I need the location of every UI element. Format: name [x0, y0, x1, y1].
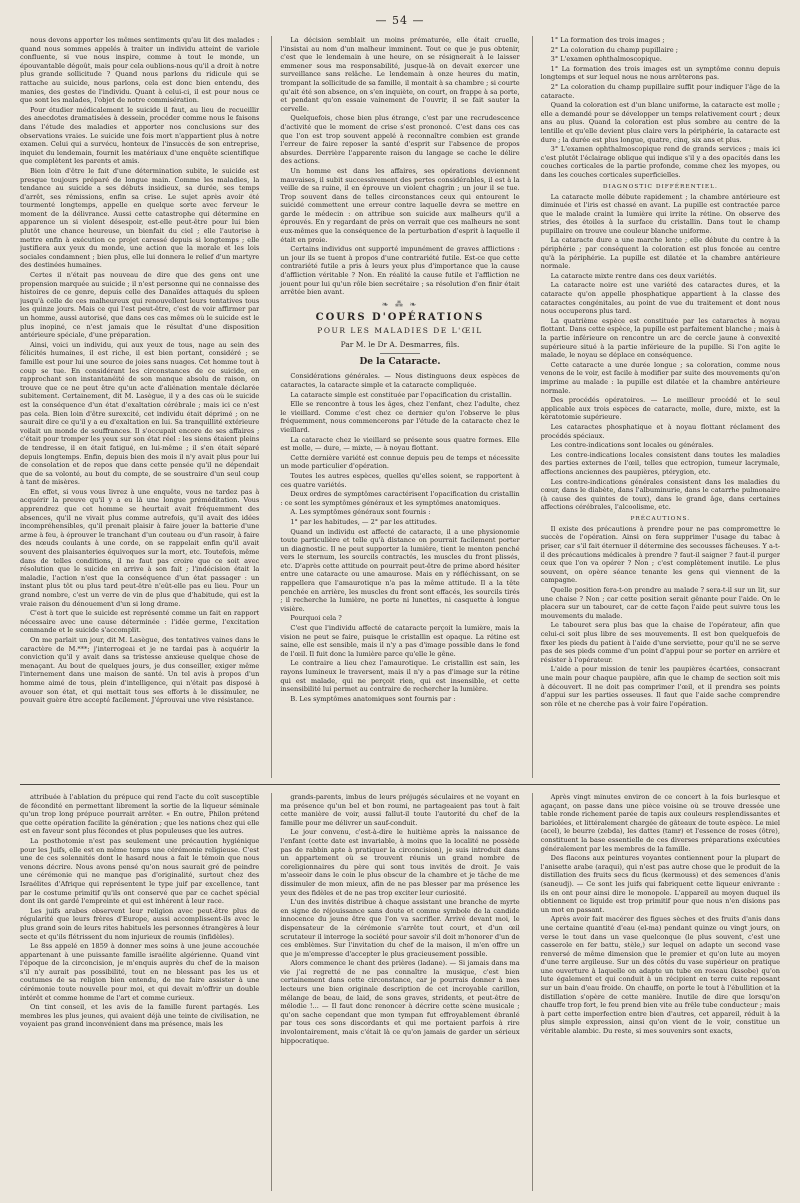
- paragraph: La cataracte molle débute rapidement ; la chambre antérieure est diminuée et l'iris est chassé en avant. La pupille est contractée parce que le malade craint la lumière qui irrite la rétine. On observe des stries, des étoiles à la surface du cristallin. Dans tout le champ pupillaire on trouve une couleur blanche uniforme.: [540, 192, 780, 235]
- paragraph: C'est à tort que le suicide est représenté comme un fait en rapport nécessaire avec une cause déterminée : l'idée germe, l'excitation commande et le suicide s'accomplit.: [20, 609, 260, 635]
- suicide-article-continuation: [280, 36, 519, 297]
- top-right-column: [532, 36, 780, 778]
- course-author: Par M. le Dr A. Desmarres, fils.: [340, 340, 460, 350]
- paragraph: 2° La coloration du champ pupillaire ;: [550, 45, 678, 54]
- section-separator-ornament: ❧ ⁂ ❧: [381, 299, 419, 309]
- diagnostic-heading: DIAGNOSTIC DIFFÉRENTIEL.: [602, 183, 718, 190]
- bottom-middle-column: [271, 793, 519, 1191]
- bottom-right-column: [532, 793, 780, 1191]
- paragraph: Quand la coloration est d'un blanc uniforme, la cataracte est molle ; elle a demandé pour se développer un temps relativement court ; deux ans au plus. Quand la coloration est plus sombre au centre de la lentille et qu'elle devient plus claire vers la périphérie, la cataracte est dure ; la durée est plus longue, quatre, cinq, six ans et plus.: [540, 101, 780, 144]
- paragraph: Les contre-indications générales consistent dans les maladies du cœur, dans le diabète, dans l'albuminurie, dans le catarrhe pulmonaire (à cause des quintes de toux), dans le grand âge, dans certaines affections cérébrales, l'alcoolisme, etc.: [540, 477, 780, 512]
- suicide-article-text: [20, 36, 259, 705]
- paragraph: La cataracte chez le vieillard se présente sous quatre formes. Elle est molle, — dure, — mixte, — à noyau flottant.: [280, 435, 520, 453]
- paragraph: 3° L'examen ophthalmoscopique.: [550, 55, 662, 64]
- paragraph: B. Les symptômes anatomiques sont fournis par :: [290, 694, 456, 703]
- paragraph: Certes il n'était pas nouveau de dire que des gens ont une propension marquée au suicide ; il n'est personne qui ne connaisse des histoires de ce genre, depuis celle des Danaïdes attaqués du spleen jusqu'à celle de ces malheureux qui renouvellent leurs tentatives tous les quinze jours. Mais ce qui l'est peut-être, c'est de voir affirmer par un homme, aussi autorisé, que dans ces cas mêmes où le suicide est le plus inopiné, ce n'est jamais que le résultat d'une disposition antérieure spéciale, d'une préparation.: [20, 271, 260, 340]
- top-left-column: [20, 36, 259, 778]
- paragraph: L'un des invités distribue à chaque assistant une branche de myrte en signe de réjouissance sans doute et comme symbole de la candide innocence du jeune être que l'on va sacrifier. Arrivé devant moi, le dispensateur de la cérémonie s'arrête tout court, et d'un œil scrutateur il interroge la société pour savoir s'il doit m'honorer d'un de ces emblèmes. Sur l'invitation du chef de la maison, il m'en offre un que je m'empresse d'accepter le plus gracieusement possible.: [280, 898, 520, 958]
- cataract-symptoms-text: [541, 36, 780, 180]
- paragraph: Quelquefois, chose bien plus étrange, c'est par une recrudescence d'activité que le moment de crise s'est prononcé. C'est dans ces cas que l'on est trop souvent appelé à reconnaître combien est grande l'erreur de faire reposer la santé d'esprit sur l'absence de propos absurdes. Derrière l'apparente raison du langage se cache le délire des actions.: [280, 114, 520, 166]
- paragraph: Après vingt minutes environ de ce concert à la fois burlesque et agaçant, on passe dans une pièce voisine où se trouve dressée une table ronde richement parée de tapis aux couleurs resplendissantes et bariolées, et littéralement chargée de gâteaux de toute espèce. Le miel (acel), le beurre (zebda), les dattes (tamr) et l'essence de roses (ôtre), constituent la base essentielle de ces diverses préparations exécutées généralement par les membres de la famille.: [540, 793, 780, 853]
- paragraph: Deux ordres de symptômes caractérisent l'opacification du cristallin : ce sont les symptômes généraux et les symptômes anatomiques.: [280, 490, 520, 507]
- paragraph: Les juifs arabes observent leur religion avec peut-être plus de régularité que leurs frères d'Europe, aussi accomplissent-ils avec le plus grand soin de leurs rites habituels les personnes étrangères à leur secte et qu'ils flétrissent du nom injurieux de roumis (infidèles).: [20, 906, 260, 941]
- top-section: [20, 36, 780, 778]
- column-fade: [20, 764, 259, 778]
- paragraph: 1° La formation des trois images est un symptôme connu depuis longtemps et sur lequel nous ne nous arrêterons pas.: [540, 64, 780, 82]
- paragraph: Les contre-indications sont locales ou générales.: [550, 441, 714, 450]
- paragraph: Bien loin d'être le fait d'une détermination subite, le suicide est presque toujours préparé de longue main. Comme les maladies, la tendance au suicide a ses débuts insidieux, sa durée, ses temps d'arrêt, ses rémissions, enfin sa crise. Le sujet après avoir été tourmenté longtemps, appelle en quelque sorte avec ferveur le moment de la délivrance. Aussi cette catastrophe qui détermine en apparence un si violent désespoir, est-elle peut-être pour lui bien plutôt une chance heureuse, un bienfait du ciel ; elle l'autorise à mettre enfin à exécution ce projet caressé depuis si longtemps ; elle justifiera aux yeux du monde, une action que la morale et les lois sociales condamnent ; bien plus, elle lui donnera le relief d'un martyre des destinées humaines.: [20, 166, 260, 270]
- column-fade: [272, 1177, 519, 1191]
- paragraph: grands-parents, imbus de leurs préjugés séculaires et ne voyant en ma présence qu'un bel et bon roumi, ne partageaient pas tout à fait cette manière de voir, aussi fallut-il toute l'autorité du chef de la famille pour me délivrer un sauf-conduit.: [280, 793, 520, 827]
- paragraph: La cataracte dure a une marche lente ; elle débute du centre à la périphérie ; par conséquent la coloration est plus foncée au centre qu'à la périphérie. La pupille est dilatée et la chambre antérieure normale.: [540, 236, 780, 271]
- page-number: — 54 —: [375, 14, 425, 27]
- paragraph: L'aide a pour mission de tenir les paupières écartées, consacrant une main pour chaque paupière, afin que le champ de section soit mis à découvert. Il ne doit pas comprimer l'œil, et il prendra ses points d'appui sur les parties osseuses. Il faut que l'aide sache comprendre son rôle et ne cherche pas à voir faire l'opération.: [540, 665, 780, 708]
- precautions-text: [541, 525, 780, 708]
- paragraph: Le 8ss appelé en 1859 à donner mes soins à une jeune accouchée appartenant à une puissante famille israélite algérienne. Quand vint l'époque de la circoncision, je m'enquis auprès du chef de la maison s'il n'y aurait pas possibilité, tout en ne blessant pas les us et coutumes de sa religion bien entendu, de me faire assister à une cérémonie toute nouvelle pour moi, et qui devait m'offrir un double intérêt et comme homme de l'art et comme curieux.: [20, 942, 260, 1002]
- course-title: COURS D'OPÉRATIONS: [315, 312, 485, 324]
- paragraph: C'est que l'individu affecté de cataracte perçoit la lumière, mais la vision ne peut se faire, puisque le cristallin est opaque. La rétine est saine, elle est sensible, mais il n'y a pas d'image possible dans le fond de l'œil. Il fuit donc la lumière parce qu'elle le gêne.: [280, 624, 520, 658]
- paragraph: 1° La formation des trois images ;: [550, 36, 665, 44]
- paragraph: Pourquoi cela ?: [290, 614, 342, 623]
- paragraph: La cataracte simple est constituée par l'opacification du cristallin.: [290, 390, 512, 399]
- cataract-lecture-text: [280, 372, 519, 703]
- distillation-description-text: [541, 793, 780, 1036]
- precautions-heading: PRÉCAUTIONS.: [630, 515, 691, 522]
- column-fade: [272, 764, 519, 778]
- paragraph: La posthotomie n'est pas seulement une précaution hygiénique pour les Juifs, elle est en même temps une cérémonie religieuse. C'est une de ces solennités dont le hasard nous a fait le témoin que nous venons décrire. Nous avons pensé qu'on nous saurait gré de peindre une cérémonie qui ne manque pas d'originalité, surtout chez des Israélites d'Afrique qui représentent le type juif par excellence, tant par le costume primitif qu'ils ont conservé que par ce cachet spécial dont ils ont gardé l'empreinte et qui est inhérent à leur race.: [20, 836, 260, 906]
- paragraph: attribuée à l'ablation du prépuce qui rend l'acte du coït susceptible de fécondité en permettant librement la sortie de la liqueur séminale qu'un trop long prépuce pourrait arrêter. « En outre, Philon prétend que cette opération facilite la génération ; que les nations chez qui elle est en faveur sont plus fécondes et plus populeuses que les autres.: [20, 793, 260, 836]
- paragraph: A. Les symptômes généraux sont fournis :: [290, 508, 431, 517]
- column-fade: [533, 1177, 780, 1191]
- paragraph: Cette dernière variété est connue depuis peu de temps et nécessite un mode particulier d'opération.: [280, 453, 520, 471]
- paragraph: Les contre-indications locales consistent dans toutes les maladies des parties externes de l'œil, telles que ectropion, tumeur lacrymale, affections anciennes des paupières, ptérygion, etc.: [540, 450, 780, 476]
- cataract-section-title: De la Cataracte.: [359, 357, 441, 368]
- course-subtitle: POUR LES MALADIES DE L'ŒIL: [317, 326, 483, 336]
- paragraph: Le contraire a lieu chez l'amaurotique. Le cristallin est sain, les rayons lumineux le traversent, mais il n'y a pas d'image sur la rétine qui est malade, qui ne perçoit rien, qui est insensible, et cette insensibilité lui permet au contraire de rechercher la lumière.: [280, 659, 520, 694]
- band-divider: [20, 784, 780, 785]
- paragraph: Certains individus ont supporté impunément de graves afflictions : un jour ils se tuent à propos d'une contrariété futile. Est-ce que cette contrariété futile a pris à leurs yeux plus d'importance que la cause d'affliction véritable ? Non. En réalité la cause futile et l'affliction ne jouent pour lui qu'un rôle bien secrétaire ; sa résolution d'en finir était arrêtée bien avant.: [280, 245, 520, 297]
- paragraph: Pour étudier médicalement le suicide il faut, au lieu de recueillir des anecdotes dramatisées à dessein, procéder comme nous le faisons dans l'étude des maladies et apporter nos conclusions sur des observations vraies. Le suicide une fois mort n'appartient plus à notre examen. Celui qui a survécu, honteux de l'insuccès de son entreprise, inquiet du lendemain, fournit les matériaux d'une enquête scientifique que complètent les parents et amis.: [20, 105, 260, 166]
- paragraph: Après avoir fait macérer des figues sèches et des fruits d'anis dans une certaine quantité d'eau (el-ma) pendant quinze ou vingt jours, on verse le tout dans un vase quelconque (le plus souvent, c'est une casserole en fer battu, stèle,) sur lequel on adapte un second vase renversé de même dimension que le premier et qu'on lute au moyen d'une terre argileuse. Sur un des côtés du vase supérieur on pratique une ouverture à laquelle on adapte un tube en roseau (kssobe) qu'on lute également et qui conduit à un récipient en terre cuite reposant sur un bain d'eau froide. On chauffe, on porte le tout à l'ébullition et la distillation s'opère de cette manière. Inutile de dire que lorsqu'on chauffe trop fort, le feu prend bien vite au frêle tube conducteur ; mais à part cette imperfection entre bien d'autres, cet appareil, réduit à la plus simple expression, ainsi qu'on vient de le voir, constitue un véritable alambic. Du reste, si mes souvenirs sont exacts,: [540, 915, 780, 1036]
- paragraph: 2° La coloration du champ pupillaire suffit pour indiquer l'âge de la cataracte.: [540, 82, 780, 100]
- ceremony-description-text: [280, 793, 519, 1045]
- paragraph: 1° par les habitudes, — 2° par les attitudes.: [290, 517, 437, 526]
- bottom-section: [20, 793, 780, 1191]
- paragraph: Quelle position fera-t-on prendre au malade ? sera-t-il sur un lit, sur une chaise ? Non ; car cette position serait gênante pour l'aide. On le placera sur un tabouret, car de cette façon l'aide peut suivre tous les mouvements du malade.: [540, 586, 780, 620]
- paragraph: Alors commence le chant des prières (ladane). — Si jamais dans ma vie j'ai regretté de ne pas connaître la musique, c'est bien certainement dans cette circonstance, car je pourrais donner à mes lecteurs une bien originale description de cet incroyable carillon, mélange de beau, de laid, de sons graves, stridents, et peut-être de mélodie !... — Il faut donc renoncer à décrire cette scène musicale ; qu'on sache cependant que mon tympan fut effroyablement ébranlé par tous ces sons discordants et qui me portaient parfois à rire involontairement, mais c'était là ce qu'on jamais de garder un sérieux hippocratique.: [280, 959, 520, 1045]
- bottom-left-column: [20, 793, 259, 1191]
- paragraph: Des procédés opératoires. — Le meilleur procédé et le seul applicable aux trois espèces de cataracte, molle, dure, mixte, est la kératotomie supérieure.: [540, 396, 780, 422]
- paragraph: La quatrième espèce est constituée par les cataractes à noyau flottant. Dans cette espèce, la pupille est parfaitement blanche ; mais à la partie inférieure on rencontre un arc de cercle jaune à convexité supérieure situé à la partie inférieure de la pupille. Si l'on agite le malade, le noyau se déplace en conséquence.: [540, 316, 780, 360]
- paragraph: Toutes les autres espèces, quelles qu'elles soient, se rapportent à ces quatre variétés.: [280, 471, 520, 489]
- paragraph: Ainsi, voici un individu, qui aux yeux de tous, nage au sein des félicités humaines, il est riche, il est bien portant, considéré ; se famille est pour lui une source de joies sans nuages. Cet homme tout à coup se tue. En considérant les circonstances de ce suicide, en rapprochant son instantanéité de son manque absolu de raison, on trouve que ce ne peut être qu'un acte d'aliénation mentale déclarée subitement. Certainement, dit M. Lasègue, il y a des cas où le suicide est la conséquence d'un état d'exaltation cérébrale ; mais ici ce n'est pas cela. Bien loin d'être surexcité, cet individu était déprimé ; on ne saurait dire ce qu'il y a eu d'exaltation en lui. Sa tranquillité extérieure voilait un monde de souffrances. Il s'occupait encore de ses affaires ; c'était pour tromper les yeux sur son état réel : les siens étaient pleins de tendresse, il en était fatigué, en lui-même ; il s'en était séparé depuis longtemps. Enfin, depuis bien des mois il n'y avait plus pour lui de consolation et de repos que dans cette pensée qu'il ne dépendait que de sa volonté, au bout du compte, de se soustraire d'un seul coup à tant de misères.: [20, 340, 260, 487]
- paragraph: nous devons apporter les mêmes sentiments qu'au lit des malades : quand nous sommes appelés à traiter un individu atteint de variole confluente, si vue nous inspire, comme à tout le monde, un épouvantable dégoût, mais pour cela oublions-nous qu'il a droit à notre plus grande sollicitude ? Quand nous parlons du ridicule qui se rattache au suicide, nous parlons, cela est donc bien entendu, des manies, des gestes de l'individu. Quant à celui-ci, il est pour nous ce que sont les malades, l'objet de notre commisération.: [20, 36, 260, 105]
- paragraph: Quand un individu est affecté de cataracte, il a une physionomie toute particulière et telle qu'à distance on pourrait facilement porter un diagnostic. Il ne peut supporter la lumière, tient le menton penché vers le sternum, les sourcils contractés, les muscles du front plissés, etc. D'après cette attitude on pourrait peut-être de prime abord hésiter entre une cataracte ou une amaurose. Mais en y réfléchissant, on se rappellera que l'amaurotique n'a pas la même attitude. Il a la tête penchée en arrière, les muscles du front sont effacés, les sourcils tirés ; il recherche la lumière, ne porte ni lunettes, ni casquette à longue visière.: [280, 527, 520, 613]
- paragraph: 3° L'examen ophthalmoscopique rend de grands services ; mais ici c'est plutôt l'éclairage oblique qui indique s'il y a des opacités dans les couches corticales de la partie profonde, comme chez les myopes, ou dans les couches corticales superficielles.: [540, 145, 780, 179]
- paragraph: On tint conseil, et les avis de la famille furent partagés. Les membres les plus jeunes, qui avaient déjà une teinte de civilisation, ne voyaient pas grand inconvénient dans ma présence, mais les: [20, 1003, 260, 1029]
- paragraph: Les cataractes phosphatique et à noyau flottant réclament des procédés spéciaux.: [540, 422, 780, 440]
- paragraph: On me parlait un jour, dit M. Lasègue, des tentatives vaines dans le caractère de M.***; j'interrogeai et je ne tardai pas à acquérir la conviction qu'il y avait dans sa tristesse anxieuse quelque chose de menaçant. Au bout de quelques jours, je dus conseiller, exiger même l'internement dans une maison de santé. Un tel avis à propos d'un homme aimé de tous, plein d'intelligence, qui n'était pas disposé à avouer son état, et qui mettait tous ses efforts à le dissimuler, ne pouvait guère être accepté facilement. J'éprouvai une vive résistance.: [20, 635, 260, 705]
- paragraph: Cette cataracte a une durée longue ; sa coloration, comme nous venons de le voir, est facile à modifier par suite des mouvements qu'on imprime au malade : la pupille est dilatée et la chambre antérieure normale.: [540, 360, 780, 395]
- paragraph: Considérations générales. — Nous distinguons deux espèces de cataractes, la cataracte simple et la cataracte compliquée.: [280, 372, 520, 389]
- paragraph: La décision semblait un moins prématurée, elle était cruelle, l'insistai au nom d'un malheur imminent. Tout ce que je pus obtenir, c'est que le lendemain à une heure, on se résignerait à le laisser emmener sous ma responsabilité, jusque-là on devait exercer une surveillance sans relâche. Le lendemain à onze heures du matin, trompant la sollicitude de sa famille, il montait à sa chambre ; si courte qu'ait été son absence, on s'en inquiète, on court, on frappe à sa porte, et pendant qu'on essaie vainement de l'ouvrir, il se fait sauter la cervelle.: [280, 36, 520, 113]
- paragraph: Un homme est dans les affaires, ses opérations deviennent mauvaises, il subit successivement des pertes considérables, il est à la veille de sa ruine, il en éprouve un violent chagrin ; un jour il se tue. Trop souvent dans de telles circonstances ceux qui entourent le suicidé commettent une erreur contre laquelle devra se mettre en garde le médecin : on attribue son suicide aux malheurs qu'il a éprouvés. En y regardant de près on verrait que ces malheurs ne sont eux-mêmes que la conséquence de la perturbation d'esprit à laquelle il était en proie.: [280, 166, 520, 244]
- paragraph: La cataracte noire est une variété des cataractes dures, et la cataracte qu'on appelle phosphatique appartient à la classe des cataractes congénitales, au point de vue du traitement et dont nous nous occuperons plus tard.: [540, 281, 780, 316]
- title-rule: [380, 353, 420, 354]
- column-fade: [20, 1177, 259, 1191]
- paragraph: En effet, si vous vous livrez à une enquête, vous ne tardez pas à acquérir la preuve qu'il y a eu là une longue préméditation. Vous apprendrez que cet homme se heurtait avait fréquemment des absences, qu'il ne vivait plus comme autrefois, qu'il avait des idées incompréhensibles, qu'il prenait plaisir à faire jouer la batterie d'une arme à feu, à éprouver le tranchant d'un couteau ou d'un rasoir, à faire des nœuds coulants à une corde, on se rappelait enfin qu'il avait souvent des plaisanteries équivoques sur la mort, etc. Toutefois, même dans de telles conditions, il ne faut pas croire que ce soit avec résolution que le suicide en arrive à son fait ; l'indécision était la maladie, l'action n'est que la conséquence d'un état passager : un instant plus tôt ou plus tard peut-être n'eût-elle pas eu lieu. Pour un grand nombre, c'est un verre de vin de plus que d'habitude, qui est la vraie raison du dénouement d'un si long drame.: [20, 487, 260, 608]
- paragraph: Il existe des précautions à prendre pour ne pas compromettre le succès de l'opération. Ainsi on fera supprimer l'usage du tabac à priser, car s'il fait éternuer il détermine des secousses fâcheuses. Y a-t-il des précautions médicales à prendre ? faut-il saigner ? faut-il purger ceux que l'on va opérer ? Non ; c'est complètement inutile. Le plus souvent, on opère séance tenante les gens qui viennent de la campagne.: [540, 524, 780, 585]
- paragraph: Le jour convenu, c'est-à-dire le huitième après la naissance de l'enfant (cette date est invariable, à moins que la localité ne possède pas de rabbin apte à pratiquer la circoncision), je suis introduit dans un appartement où se trouvent réunis un grand nombre de coreligionnaires du père qui sont tous invités de droit. Je vais m'asseoir dans le coin le plus obscur de la chambre et je tâche de me dissimuler de mon mieux, afin de ne pas blesser par ma présence les yeux des fidèles et de ne pas trop exciter leur curiosité.: [280, 828, 520, 897]
- paragraph: La cataracte mixte rentre dans ces deux variétés.: [550, 271, 717, 280]
- paragraph: Le tabouret sera plus bas que la chaise de l'opérateur, afin que celui-ci soit plus libre de ses mouvements. Il est bon quelquefois de fixer les pieds du patient à l'aide d'une serviette, pour qu'il ne se serve pas de ses pieds comme d'un point d'appui pour se porter en arrière et résister à l'opérateur.: [540, 621, 780, 664]
- circumcision-article-text: [20, 793, 259, 1029]
- paragraph: Elle se rencontre à tous les âges, chez l'enfant, chez l'adulte, chez le vieillard. Comme c'est chez ce dernier qu'on l'observe le plus fréquemment, nous commencerons par l'étude de la cataracte chez le vieillard.: [280, 400, 520, 434]
- top-middle-column: [271, 36, 519, 778]
- paragraph: Des flacons aux peintures voyantes contiennent pour la plupart de l'anisette arabe (araqui), qui n'est pas autre chose que le produit de la distillation des fruits secs du ficus (kermouss) et des semences d'anis (saneudj). — Ce sont les juifs qui fabriquent cette liqueur enivrante : ils en ont pour ainsi dire le monopole. L'appareil au moyen duquel ils obtiennent ce liquide est trop primitif pour que nous n'en disions pas un mot en passant.: [540, 854, 780, 914]
- diagnostic-text: [541, 193, 780, 512]
- column-fade: [533, 764, 780, 778]
